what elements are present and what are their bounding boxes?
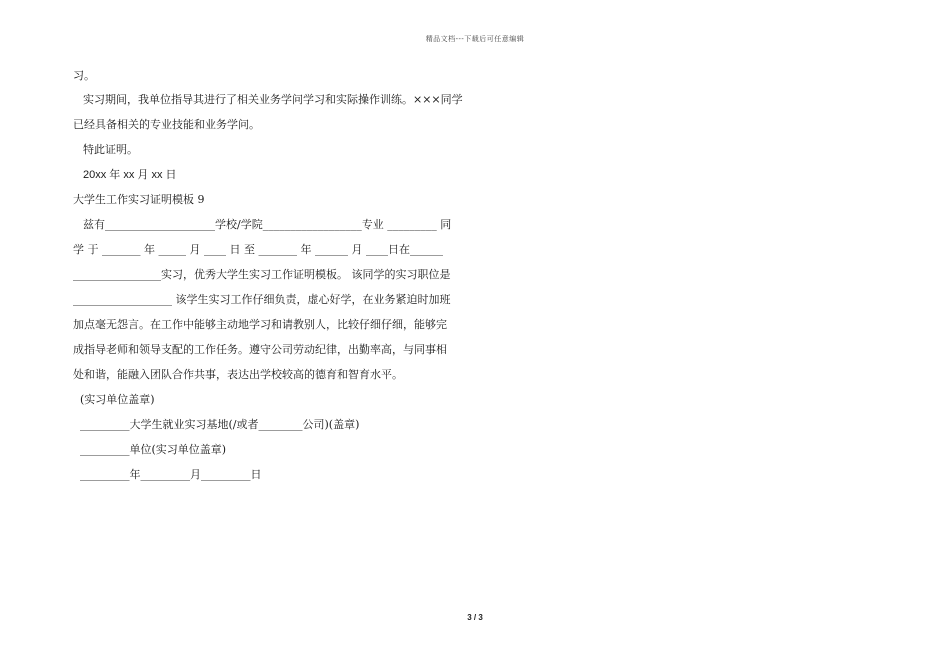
seal-line-2: _________大学生就业实习基地(/或者________公司)(盖章) xyxy=(80,418,360,431)
date-line-blank: _________年_________月_________日 xyxy=(80,468,262,481)
text-line-2: 实习期间，我单位指导其进行了相关业务学问学习和实际操作训练。×××同学 xyxy=(83,93,463,106)
paragraph-line-7: 处和谐，能融入团队合作共事，表达出学校较高的德育和智育水平。 xyxy=(73,368,403,381)
date-line-filled: 20xx 年 xx 月 xx 日 xyxy=(83,169,177,181)
page-number: 3 / 3 xyxy=(467,613,483,622)
section-title: 大学生工作实习证明模板 9 xyxy=(73,193,205,206)
seal-line-1: (实习单位盖章) xyxy=(80,393,155,406)
seal-line-3: _________单位(实习单位盖章) xyxy=(80,443,227,456)
text-line-4: 特此证明。 xyxy=(83,143,138,156)
paragraph-line-6: 成指导老师和领导支配的工作任务。遵守公司劳动纪律，出勤率高，与同事相 xyxy=(73,343,447,356)
paragraph-line-1: 兹有____________________学校/学院__________________专业 _________ 同 xyxy=(83,218,452,231)
header-note: 精品文档---下载后可任意编辑 xyxy=(425,35,525,43)
paragraph-line-3: ________________实习，优秀大学生实习工作证明模板。 该同学的实习职位是 xyxy=(73,268,451,281)
text-line-3: 已经具备相关的专业技能和业务学问。 xyxy=(73,118,260,131)
paragraph-line-4: __________________ 该学生实习工作仔细负责，虚心好学，在业务紧迫时加班 xyxy=(73,293,451,306)
paragraph-line-5: 加点毫无怨言。在工作中能够主动地学习和请教别人，比较仔细仔细，能够完 xyxy=(73,318,447,331)
text-line-1: 习。 xyxy=(73,69,95,82)
paragraph-line-2: 学 于 _______ 年 _____ 月 ____ 日 至 _______ 年 ______ 月 ____日在______ xyxy=(73,243,443,256)
